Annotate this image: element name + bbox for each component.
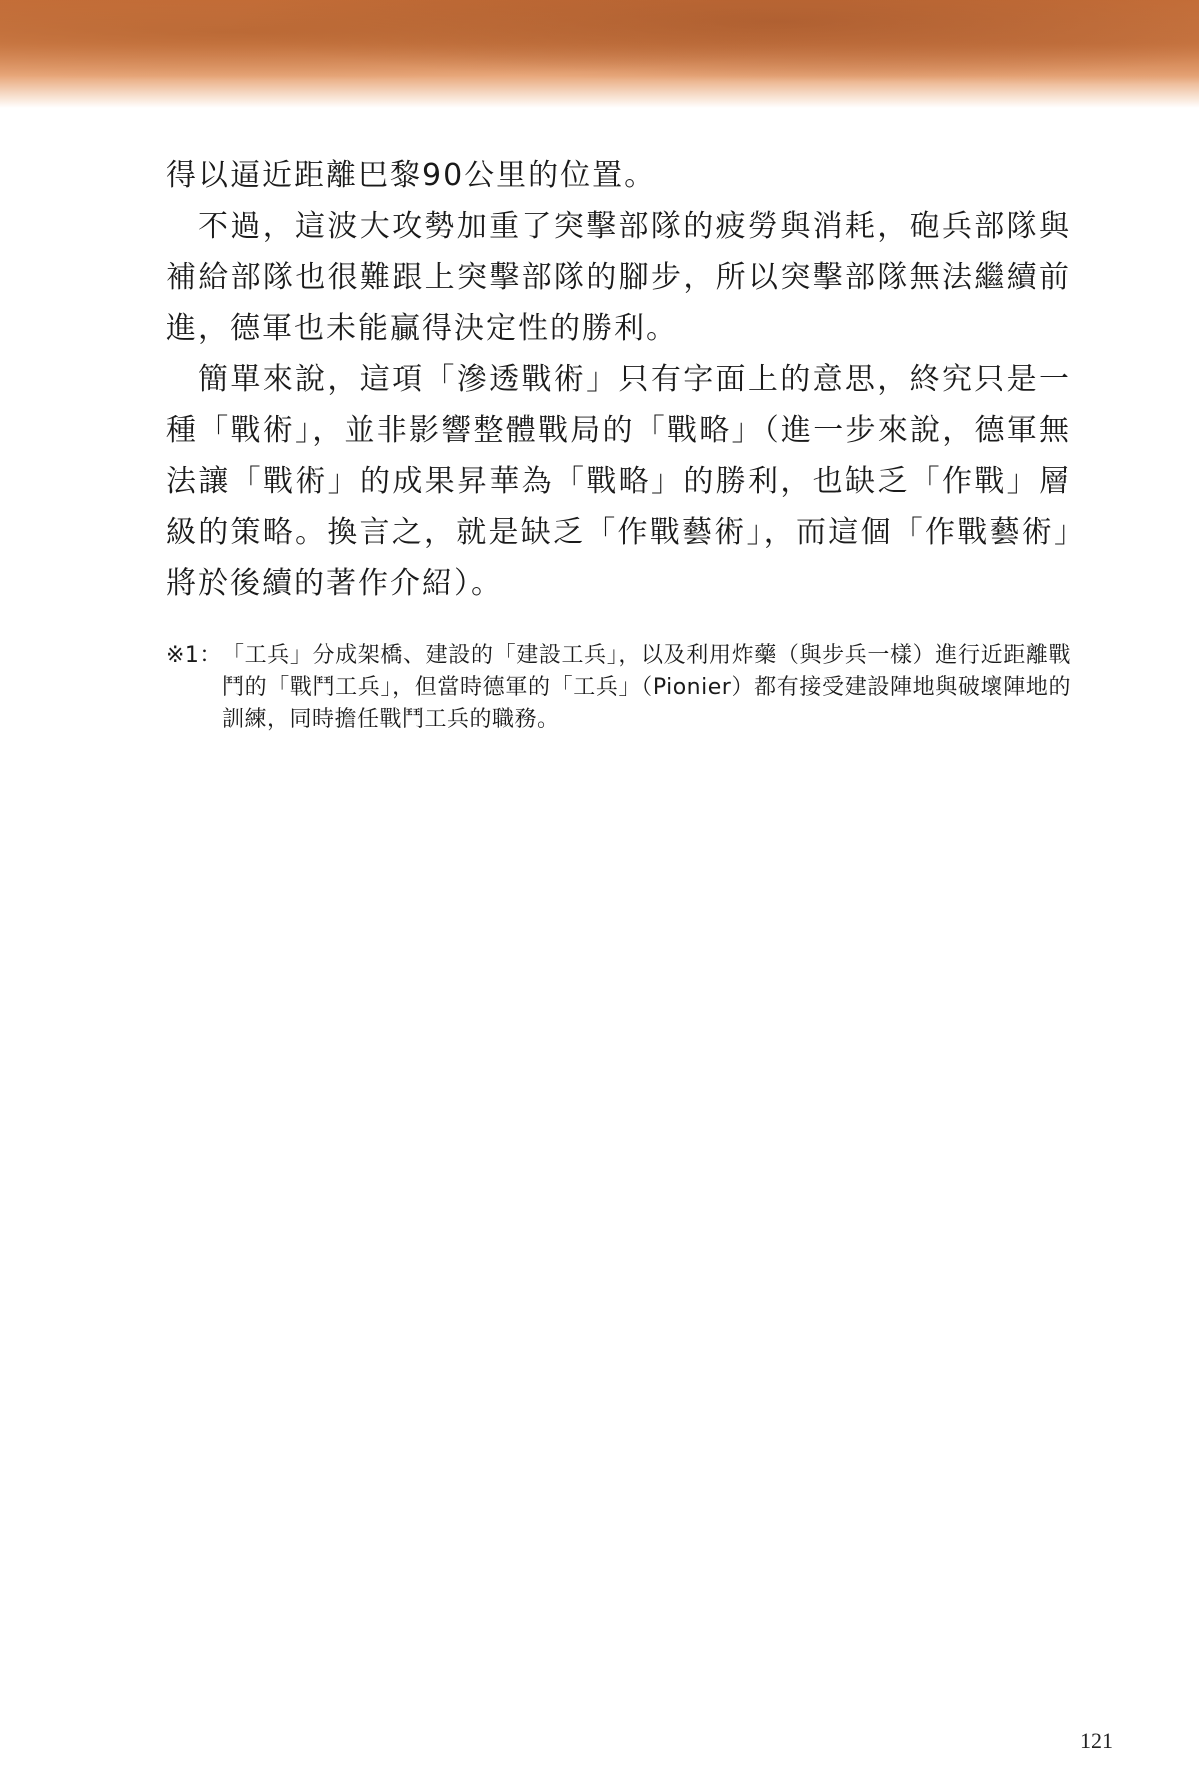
header-decorative-band [0, 0, 1199, 108]
footnote [166, 640, 1071, 736]
paragraph: 簡單來說，這項「滲透戰術」只有字面上的意思，終究只是一種「戰術」，並非影響整體戰局的「戰略」（進一步來說，德軍無法讓「戰術」的成果昇華為「戰略」的勝利，也缺乏「作戰」層級的策略。換言之，就是缺乏「作戰藝術」，而這個「作戰藝術」將於後續的著作介紹）。 [166, 362, 1071, 601]
footnote-text: 「工兵」分成架橋、建設的「建設工兵」，以及利用炸藥（與步兵一樣）進行近距離戰鬥的「戰鬥工兵」，但當時德軍的「工兵」（Pionier）都有接受建設陣地與破壞陣地的訓練，同時擔任戰鬥工兵的職務。 [221, 643, 1071, 732]
paragraph: 得以逼近距離巴黎90公里的位置。 [166, 158, 657, 193]
paragraph: 不過，這波大攻勢加重了突擊部隊的疲勞與消耗，砲兵部隊與補給部隊也很難跟上突擊部隊的腳步，所以突擊部隊無法繼續前進，德軍也未能贏得決定性的勝利。 [166, 209, 1071, 346]
body-text [166, 150, 1071, 609]
footnote-marker: ※1： [166, 643, 222, 668]
page-number: 121 [1080, 1728, 1113, 1753]
